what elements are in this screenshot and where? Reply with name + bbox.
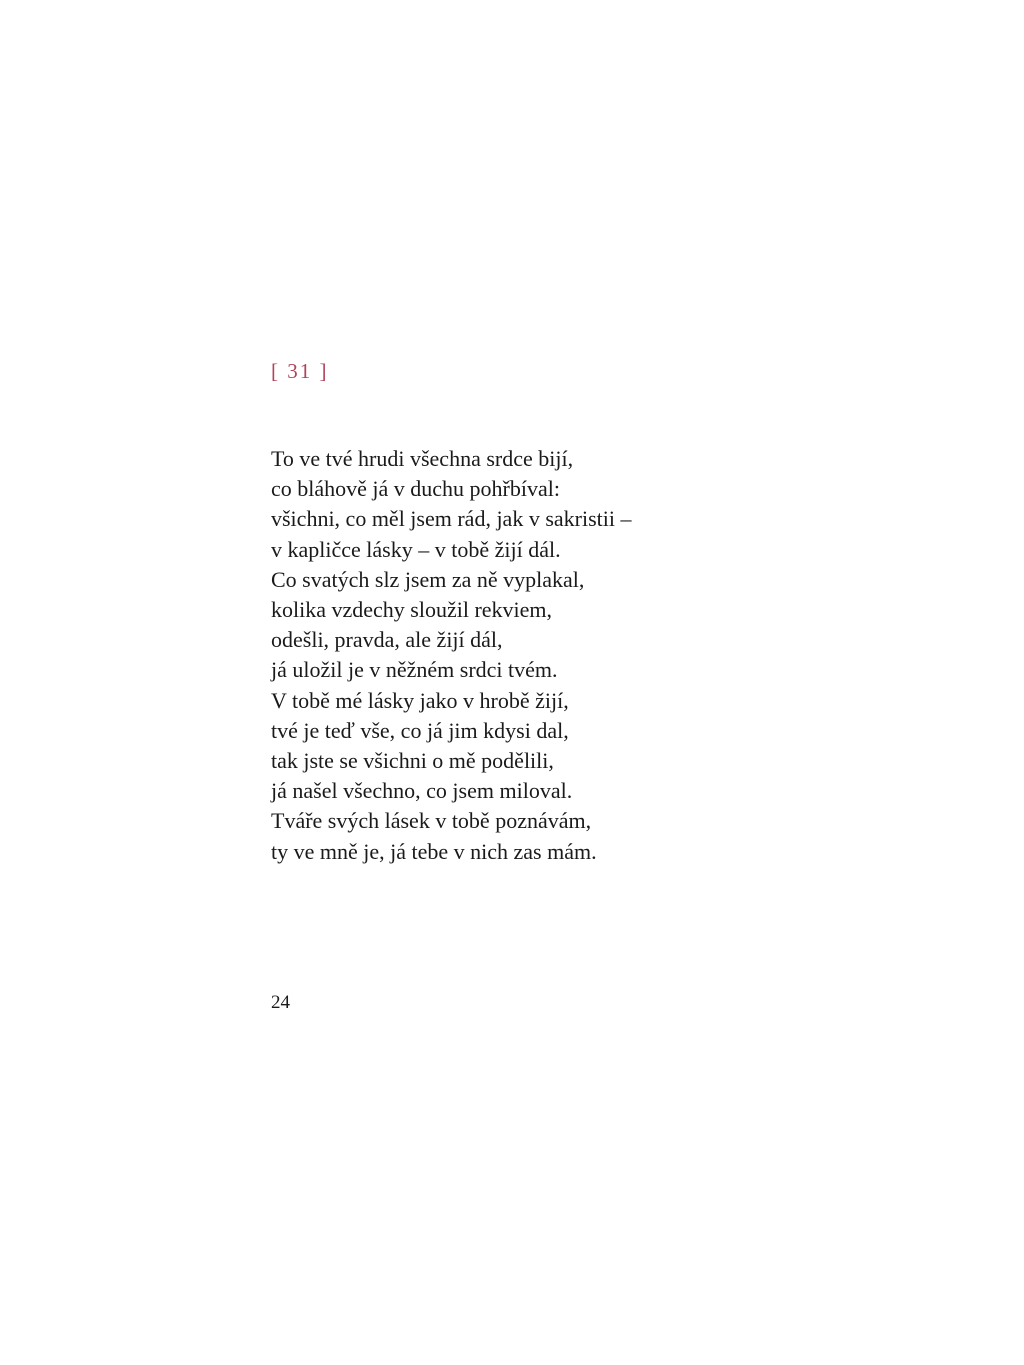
verse-line: Tváře svých lásek v tobě poznávám, <box>271 808 592 834</box>
verse-line: kolika vzdechy sloužil rekviem, <box>271 597 553 623</box>
poem-body <box>271 444 731 867</box>
verse-line: já uložil je v něžném srdci tvém. <box>271 657 558 683</box>
verse-line: co bláhově já v duchu pohřbíval: <box>271 476 560 502</box>
verse-line: všichni, co měl jsem rád, jak v sakristii – <box>271 506 632 532</box>
verse-line: odešli, pravda, ale žijí dál, <box>271 627 503 653</box>
page-number: 24 <box>271 992 290 1013</box>
verse-line: v kapličce lásky – v tobě žijí dál. <box>271 536 561 562</box>
verse-line: tak jste se všichni o mě podělili, <box>271 748 554 774</box>
verse-line: To ve tvé hrudi všechna srdce bijí, <box>271 446 574 471</box>
verse-line: já našel všechno, co jsem miloval. <box>271 778 573 804</box>
poem-number: [ 31 ] <box>271 359 329 383</box>
verse-line: tvé je teď vše, co já jim kdysi dal, <box>271 717 569 743</box>
verse-line: Co svatých slz jsem za ně vyplakal, <box>271 566 585 592</box>
verse-line: V tobě mé lásky jako v hrobě žijí, <box>271 687 569 713</box>
verse-line: ty ve mně je, já tebe v nich zas mám. <box>271 838 597 864</box>
